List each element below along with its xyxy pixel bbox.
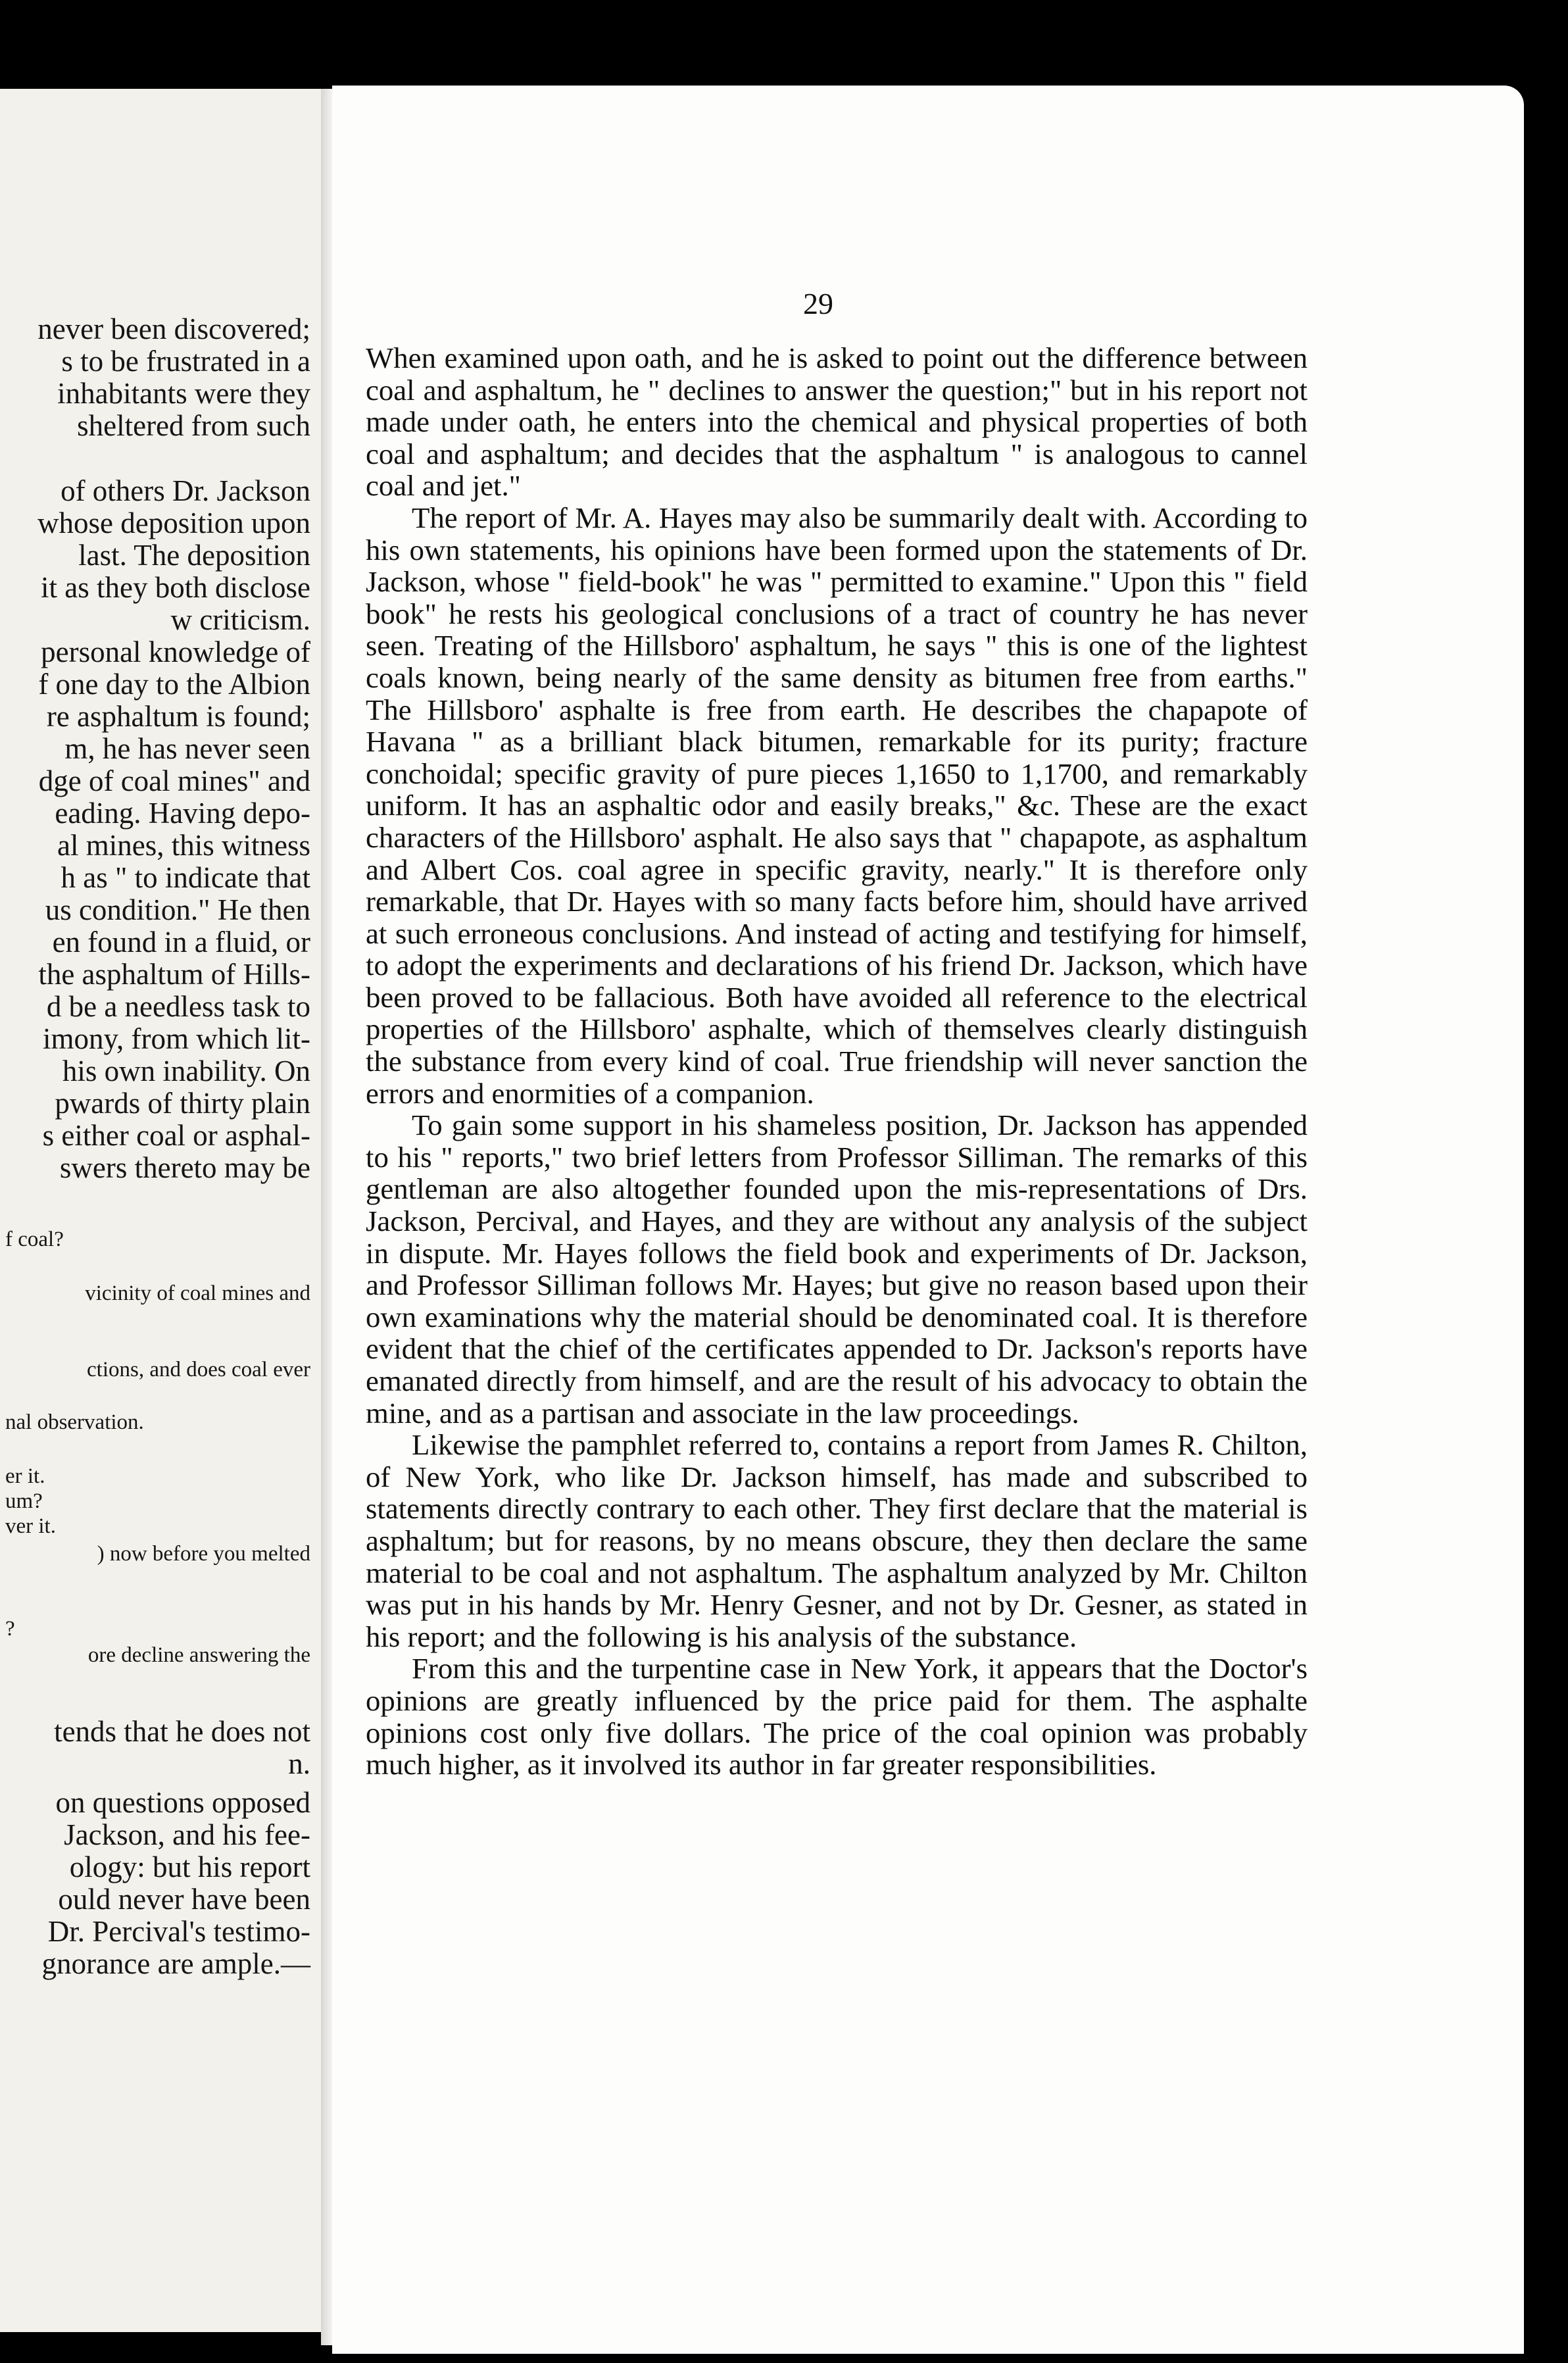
fragment-line: swers thereto may be <box>59 1151 310 1184</box>
fragment-line: s either coal or asphal- <box>42 1119 310 1152</box>
fragment-line: nal observation. <box>5 1410 144 1434</box>
fragment-line: ctions, and does coal ever <box>87 1358 310 1381</box>
fragment-line: on questions opposed <box>55 1786 310 1819</box>
fragment-line: vicinity of coal mines and <box>85 1281 310 1305</box>
paragraph: Likewise the pamphlet referred to, contains a report from James R. Chilton, of New York, who like Dr. Jackson himself, has made and subscribed to statements directly contrary to each other. They first declare that the material is asphaltum; but for reasons, by no means obscure, they then declare the same material to be coal and not asphaltum. The asphaltum analyzed by Mr. Chilton was put in his hands by Mr. Henry Gesner, and not by Dr. Gesner, as stated in his report; and the following is his analysis of the substance. <box>366 1428 1308 1653</box>
fragment-line: ology: but his report <box>69 1851 310 1883</box>
paragraph: The report of Mr. A. Hayes may also be summarily dealt with. According to his own statements, his opinions have been formed upon the statements of Dr. Jackson, whose " field-book" he was " permitted to examine." Upon this " field book" he rests his geological conclusions of a tract of country he has never seen. Treating of the Hillsboro' asphaltum, he says " this is one of the lightest coals known, being nearly of the same density as bitumen free from earths." The Hillsboro' asphalte is free from earth. He describes the chapapote of Havana " as a brilliant black bitumen, remarkable for its purity; fracture conchoidal; specific gravity of pure pieces 1,1650 to 1,1700, and remarkably uniform. It has an asphaltic odor and easily breaks," &c. These are the exact characters of the Hillsboro' asphalt. He also says that " chapapote, as asphaltum and Albert Cos. coal agree in specific gravity, nearly." It is therefore only remarkable, that Dr. Hayes with so many facts before him, should have arrived at such erroneous conclusions. And instead of acting and testifying for himself, to adopt the experiments and declarations of his friend Dr. Jackson, which have been proved to be fallacious. Both have avoided all reference to the electrical properties of the Hillsboro' asphalte, which of themselves clearly distinguish the substance from every kind of coal. True friendship will never sanction the errors and enormities of a companion. <box>366 501 1308 1110</box>
fragment-line: f coal? <box>5 1228 64 1251</box>
fragment-line: n. <box>288 1747 310 1780</box>
previous-page-fragment <box>0 89 329 2332</box>
fragment-line: ? <box>5 1617 15 1641</box>
fragment-line: um? <box>5 1489 43 1513</box>
fragment-line: h as " to indicate that <box>61 861 310 894</box>
fragment-line: tends that he does not <box>54 1715 310 1748</box>
fragment-line: the asphaltum of Hills- <box>38 958 310 991</box>
fragment-line: ver it. <box>5 1514 56 1538</box>
fragment-line: sheltered from such <box>77 409 310 442</box>
fragment-line: never been discovered; <box>37 312 310 345</box>
paragraph: When examined upon oath, and he is asked to point out the difference between coal and asphaltum, he " declines to answer the question;" but in his report not made under oath, he enters into the chemical and physical properties of both coal and asphaltum; and decides that the asphaltum " is analogous to cannel coal and jet." <box>366 341 1308 503</box>
fragment-line: inhabitants were they <box>57 377 310 410</box>
fragment-line: whose deposition upon <box>37 507 310 539</box>
fragment-line: er it. <box>5 1464 45 1488</box>
fragment-line: it as they both disclose <box>41 571 310 604</box>
fragment-line: re asphaltum is found; <box>46 700 310 733</box>
paragraph: From this and the turpentine case in New York, it appears that the Doctor's opinions are greatly influenced by the price paid for them. The asphalte opinions cost only five dollars. The price of the coal opinion was probably much higher, as it involved its author in far greater responsibilities. <box>366 1652 1308 1781</box>
fragment-line: d be a needless task to <box>46 990 310 1023</box>
fragment-line: dge of coal mines" and <box>38 764 310 797</box>
fragment-line: gnorance are ample.— <box>41 1947 310 1980</box>
fragment-line: personal knowledge of <box>41 635 310 668</box>
fragment-line: pwards of thirty plain <box>55 1087 310 1120</box>
fragment-line: of others Dr. Jackson <box>61 474 310 507</box>
fragment-line: f one day to the Albion <box>38 668 310 701</box>
fragment-line: his own inability. On <box>62 1055 310 1087</box>
body-text <box>366 342 1308 2250</box>
fragment-line: w criticism. <box>170 603 310 636</box>
fragment-line: ore decline answering the <box>87 1643 310 1667</box>
fragment-line: Dr. Percival's testimo- <box>47 1915 310 1948</box>
fragment-line: s to be frustrated in a <box>61 345 310 378</box>
fragment-line: imony, from which lit- <box>42 1022 310 1055</box>
fragment-line: Jackson, and his fee- <box>64 1818 310 1851</box>
page-number: 29 <box>803 287 833 320</box>
fragment-line: m, he has never seen <box>64 732 310 765</box>
paragraph: To gain some support in his shameless position, Dr. Jackson has appended to his " reports," two brief letters from Professor Silliman. The remarks of this gentleman are also altogether founded upon the mis-representations of Drs. Jackson, Percival, and Hayes, and they are without any analysis of the subject in dispute. Mr. Hayes follows the field book and experiments of Dr. Jackson, and Professor Silliman follows Mr. Hayes; but give no reason based upon their own examinations why the material should be denominated coal. It is therefore evident that the chief of the certificates appended to Dr. Jackson's reports have emanated directly from himself, and are the result of his advocacy to obtain the mine, and as a partisan and associate in the law proceedings. <box>366 1108 1308 1430</box>
fragment-line: ould never have been <box>58 1883 310 1916</box>
fragment-line: us condition." He then <box>45 893 310 926</box>
fragment-line: al mines, this witness <box>57 829 310 862</box>
fragment-line: en found in a fluid, or <box>52 926 310 958</box>
fragment-line: last. The deposition <box>78 539 310 572</box>
fragment-line: eading. Having depo- <box>55 797 310 830</box>
fragment-line: ) now before you melted <box>97 1542 310 1566</box>
